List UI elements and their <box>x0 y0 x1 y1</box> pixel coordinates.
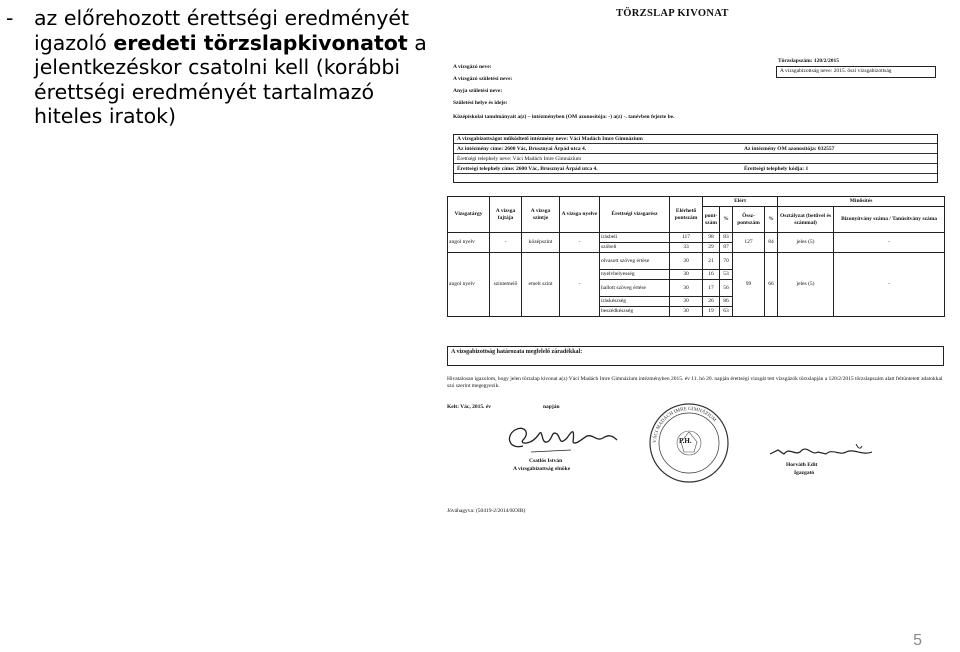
cell-resz: beszédkészség <box>600 307 670 317</box>
cell-fajta: szintemelő <box>490 253 522 317</box>
intezmeny-nev: A vizsgabizottságot működtető intézmény neve: Váci Madách Imre Gimnázium <box>454 135 937 144</box>
cell-elerheto: 30 <box>670 270 703 280</box>
cell-pct: 86 <box>720 297 733 307</box>
cell-pont: 16 <box>703 270 720 280</box>
bizottsag-neve: A vizsgabizottság neve: 2015. őszi vizsgabizottság <box>780 68 892 74</box>
cell-pont: 29 <box>703 243 720 253</box>
seal-text: VÁCI MADÁCH IMRE GIMNÁZIUM <box>652 406 717 444</box>
cell-ossz-pct: 84 <box>765 233 778 253</box>
szuletesi-hely: Születési helye és ideje: <box>453 100 508 106</box>
bullet-text-part1: az előrehozott érettségi eredményét igazoló <box>34 6 410 55</box>
table-header-row-1 <box>448 197 945 207</box>
cell-resz: olvasott szöveg értése <box>600 253 670 270</box>
table-row <box>448 233 945 243</box>
cell-pct: 83 <box>720 233 733 243</box>
kozepiskolai-tanulmanyok: Középiskolai tanulmányait a(z) – intézményben (OM azonosítója: -) a(z) -. tanévben fejezte be. <box>453 114 675 120</box>
header-nyelve: A vizsga nyelve <box>560 197 600 233</box>
cell-bizonyitvany: - <box>834 233 945 253</box>
igazgato-cim: Igazgató <box>794 470 815 476</box>
cell-resz: íráskészség <box>600 297 670 307</box>
cell-elerheto: 30 <box>670 307 703 317</box>
telephely-cim-row <box>454 165 937 174</box>
header-elert: Elért <box>703 197 778 207</box>
anyja-neve: Anyja születési neve: <box>453 88 503 94</box>
vizsgazo-neve: A vizsgázó neve: <box>453 64 492 70</box>
zaradek-box <box>447 346 944 366</box>
cell-pct: 53 <box>720 270 733 280</box>
cell-resz: nyelvhelyesség <box>600 270 670 280</box>
cell-osztalyzat: jeles (5) <box>778 253 834 317</box>
header-szintje: A vizsga szintje <box>522 197 560 233</box>
cell-pct: 70 <box>720 253 733 270</box>
ph-mark: P.H. <box>679 437 692 445</box>
bullet-text <box>34 6 434 129</box>
telephely-nev: Érettségi telephely neve: Váci Madách Imre Gimnázium <box>454 155 937 164</box>
document-title: TÖRZSLAP KIVONAT <box>616 8 729 19</box>
bullet-text-part2: a jelentkezéskor csatolni kell (korábbi érettségi eredményét tartalmazó hiteles iratok) <box>34 30 427 128</box>
bizottsag-neve-box <box>776 66 936 78</box>
igazgato-signature <box>766 440 876 466</box>
header-osztalyzat: Osztályzat (betűvel és számmal) <box>778 207 834 233</box>
cell-ossz: 99 <box>733 253 765 317</box>
cell-pct: 56 <box>720 280 733 297</box>
header-vizsgatargy: Vizsgatárgy <box>448 197 490 233</box>
cell-pct: 63 <box>720 307 733 317</box>
intezmeny-cim-row <box>454 145 937 154</box>
telephely-cim: Érettségi telephely címe: 2600 Vác, Brusznyai Árpád utca 4. <box>457 166 598 172</box>
header-elert-pont: pont-szám <box>703 207 720 233</box>
header-fajtaja: A vizsga fajtája <box>490 197 522 233</box>
elnok-nev: Csatlós István <box>529 458 563 464</box>
header-ossz: Össz-pontszám <box>733 207 765 233</box>
table-row <box>448 253 945 270</box>
cell-targy: angol nyelv <box>448 253 490 317</box>
jovahagyva: Jóváhagyva: (50419-2/2014/KOIR) <box>447 508 526 514</box>
cell-szint: emelt szint <box>522 253 560 317</box>
cell-nyelv: - <box>560 233 600 253</box>
telephely-kod: Érettségi telephely kódja: 1 <box>744 166 809 172</box>
header-elerheto: Elérhető pontszám <box>670 197 703 233</box>
cell-pont: 19 <box>703 307 720 317</box>
cell-bizonyitvany: - <box>834 253 945 317</box>
cell-pont: 21 <box>703 253 720 270</box>
cell-resz: írásbeli <box>600 233 670 243</box>
elnok-cim: A vizsgabizottság elnöke <box>513 466 571 472</box>
torzslapszam: Törzslapszám: 120/2/2015 <box>778 58 839 64</box>
zaradek-label: A vizsgabizottság határozata megfelelő záradékkal: <box>451 349 583 355</box>
hivatalos-igazolas: Hivatalosan igazolom, hogy jelen törzslap kivonat a(z) Váci Madách Imre Gimnázium intézményben 2015. év 11. hó 20. napján érettségi vizsgát tett vizsgázók törzslapján a 120/2/2015 törzslapszám alatt feltüntetett adatokkal szó szerint megegyezik. <box>447 376 943 389</box>
intezmeny-om: Az intézmény OM azonosítója: 032557 <box>744 146 835 152</box>
cell-ossz: 127 <box>733 233 765 253</box>
header-vizsgaresz: Érettségi vizsgarész <box>600 197 670 233</box>
cell-osztalyzat: jeles (5) <box>778 233 834 253</box>
cell-elerheto: 33 <box>670 243 703 253</box>
intezmeny-cim: Az intézmény címe: 2600 Vác, Brusznyai Árpád utca 4. <box>457 146 587 152</box>
cell-elerheto: 117 <box>670 233 703 243</box>
cell-elerheto: 30 <box>670 253 703 270</box>
cell-resz: hallott szöveg értése <box>600 280 670 297</box>
cell-targy: angol nyelv <box>448 233 490 253</box>
page-number: 5 <box>913 632 922 649</box>
header-ossz-pct: % <box>765 207 778 233</box>
cell-nyelv: - <box>560 253 600 317</box>
bullet-dash: - <box>6 6 14 30</box>
cell-pct: 87 <box>720 243 733 253</box>
scanned-document <box>441 0 960 520</box>
cell-pont: 17 <box>703 280 720 297</box>
cell-szint: középszint <box>522 233 560 253</box>
igazgato-nev: Horváth Edit <box>786 462 818 468</box>
cell-elerheto: 30 <box>670 297 703 307</box>
cell-resz: szóbeli <box>600 243 670 253</box>
bullet-text-bold: eredeti törzslapkivonatot <box>113 30 408 55</box>
header-bizonyitvany: Bizonyítvány száma / Tanúsítvány száma <box>834 207 945 233</box>
szuletesi-neve: A vizsgázó születési neve: <box>453 76 513 82</box>
cell-fajta: - <box>490 233 522 253</box>
intezmeny-block <box>453 134 938 183</box>
napjan: napján <box>543 404 560 410</box>
grades-table <box>447 196 945 317</box>
header-minosites: Minősítés <box>778 197 945 207</box>
cell-pont: 98 <box>703 233 720 243</box>
elnok-signature <box>501 416 621 460</box>
cell-ossz-pct: 66 <box>765 253 778 317</box>
cell-pont: 26 <box>703 297 720 307</box>
header-elert-pct: % <box>720 207 733 233</box>
cell-elerheto: 30 <box>670 280 703 297</box>
kelt: Kelt: Vác, 2015. év <box>447 404 492 410</box>
